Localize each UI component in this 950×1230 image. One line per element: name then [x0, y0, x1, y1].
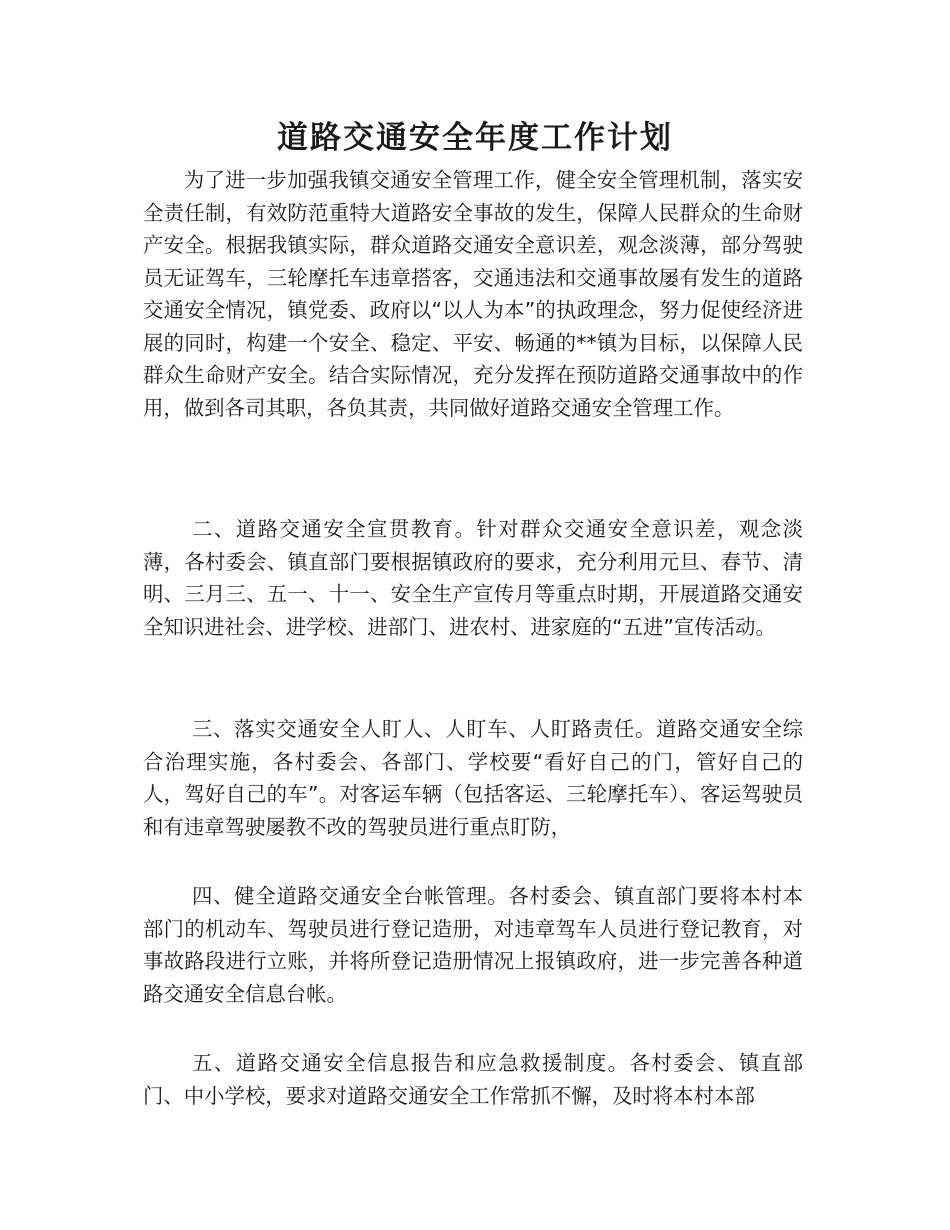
paragraph-intro: 为了进一步加强我镇交通安全管理工作，健全安全管理机制，落实安全责任制，有效防范重特大道路安全事故的发生，保障人民群众的生命财产安全。根据我镇实际，群众道路交通安全意识差，观念淡薄，部分驾驶员无证驾车，三轮摩托车违章搭客，交通违法和交通事故屡有发生的道路交通安全情况，镇党委、政府以“以人为本”的执政理念，努力促使经济进展的同时，构建一个安全、稳定、平安、畅通的**镇为目标，以保障人民群众生命财产安全。结合实际情况，充分发挥在预防道路交通事故中的作用，做到各司其职，各负其责，共同做好道路交通安全管理工作。 [143, 168, 803, 420]
paragraph-section-3: 三、落实交通安全人盯人、人盯车、人盯路责任。道路交通安全综合治理实施，各村委会、各部门、学校要“看好自己的门，管好自己的人，驾好自己的车”。对客运车辆（包括客运、三轮摩托车）、客运驾驶员和有违章驾驶屡教不改的驾驶员进行重点盯防， [143, 717, 803, 839]
paragraph-section-4: 四、健全道路交通安全台帐管理。各村委会、镇直部门要将本村本部门的机动车、驾驶员进行登记造册，对违章驾车人员进行登记教育，对事故路段进行立账，并将所登记造册情况上报镇政府，进一步完善各种道路交通安全信息台帐。 [143, 884, 803, 1006]
paragraph-section-2: 二、道路交通安全宣贯教育。针对群众交通安全意识差，观念淡薄，各村委会、镇直部门要根据镇政府的要求，充分利用元旦、春节、清明、三月三、五一、十一、安全生产宣传月等重点时期，开展道路交通安全知识进社会、进学校、进部门、进农村、进家庭的“五进”宣传活动。 [143, 517, 803, 639]
paragraph-section-5: 五、道路交通安全信息报告和应急救援制度。各村委会、镇直部门、中小学校，要求对道路交通安全工作常抓不懈，及时将本村本部 [143, 1051, 803, 1108]
document-title: 道路交通安全年度工作计划 [277, 120, 673, 156]
